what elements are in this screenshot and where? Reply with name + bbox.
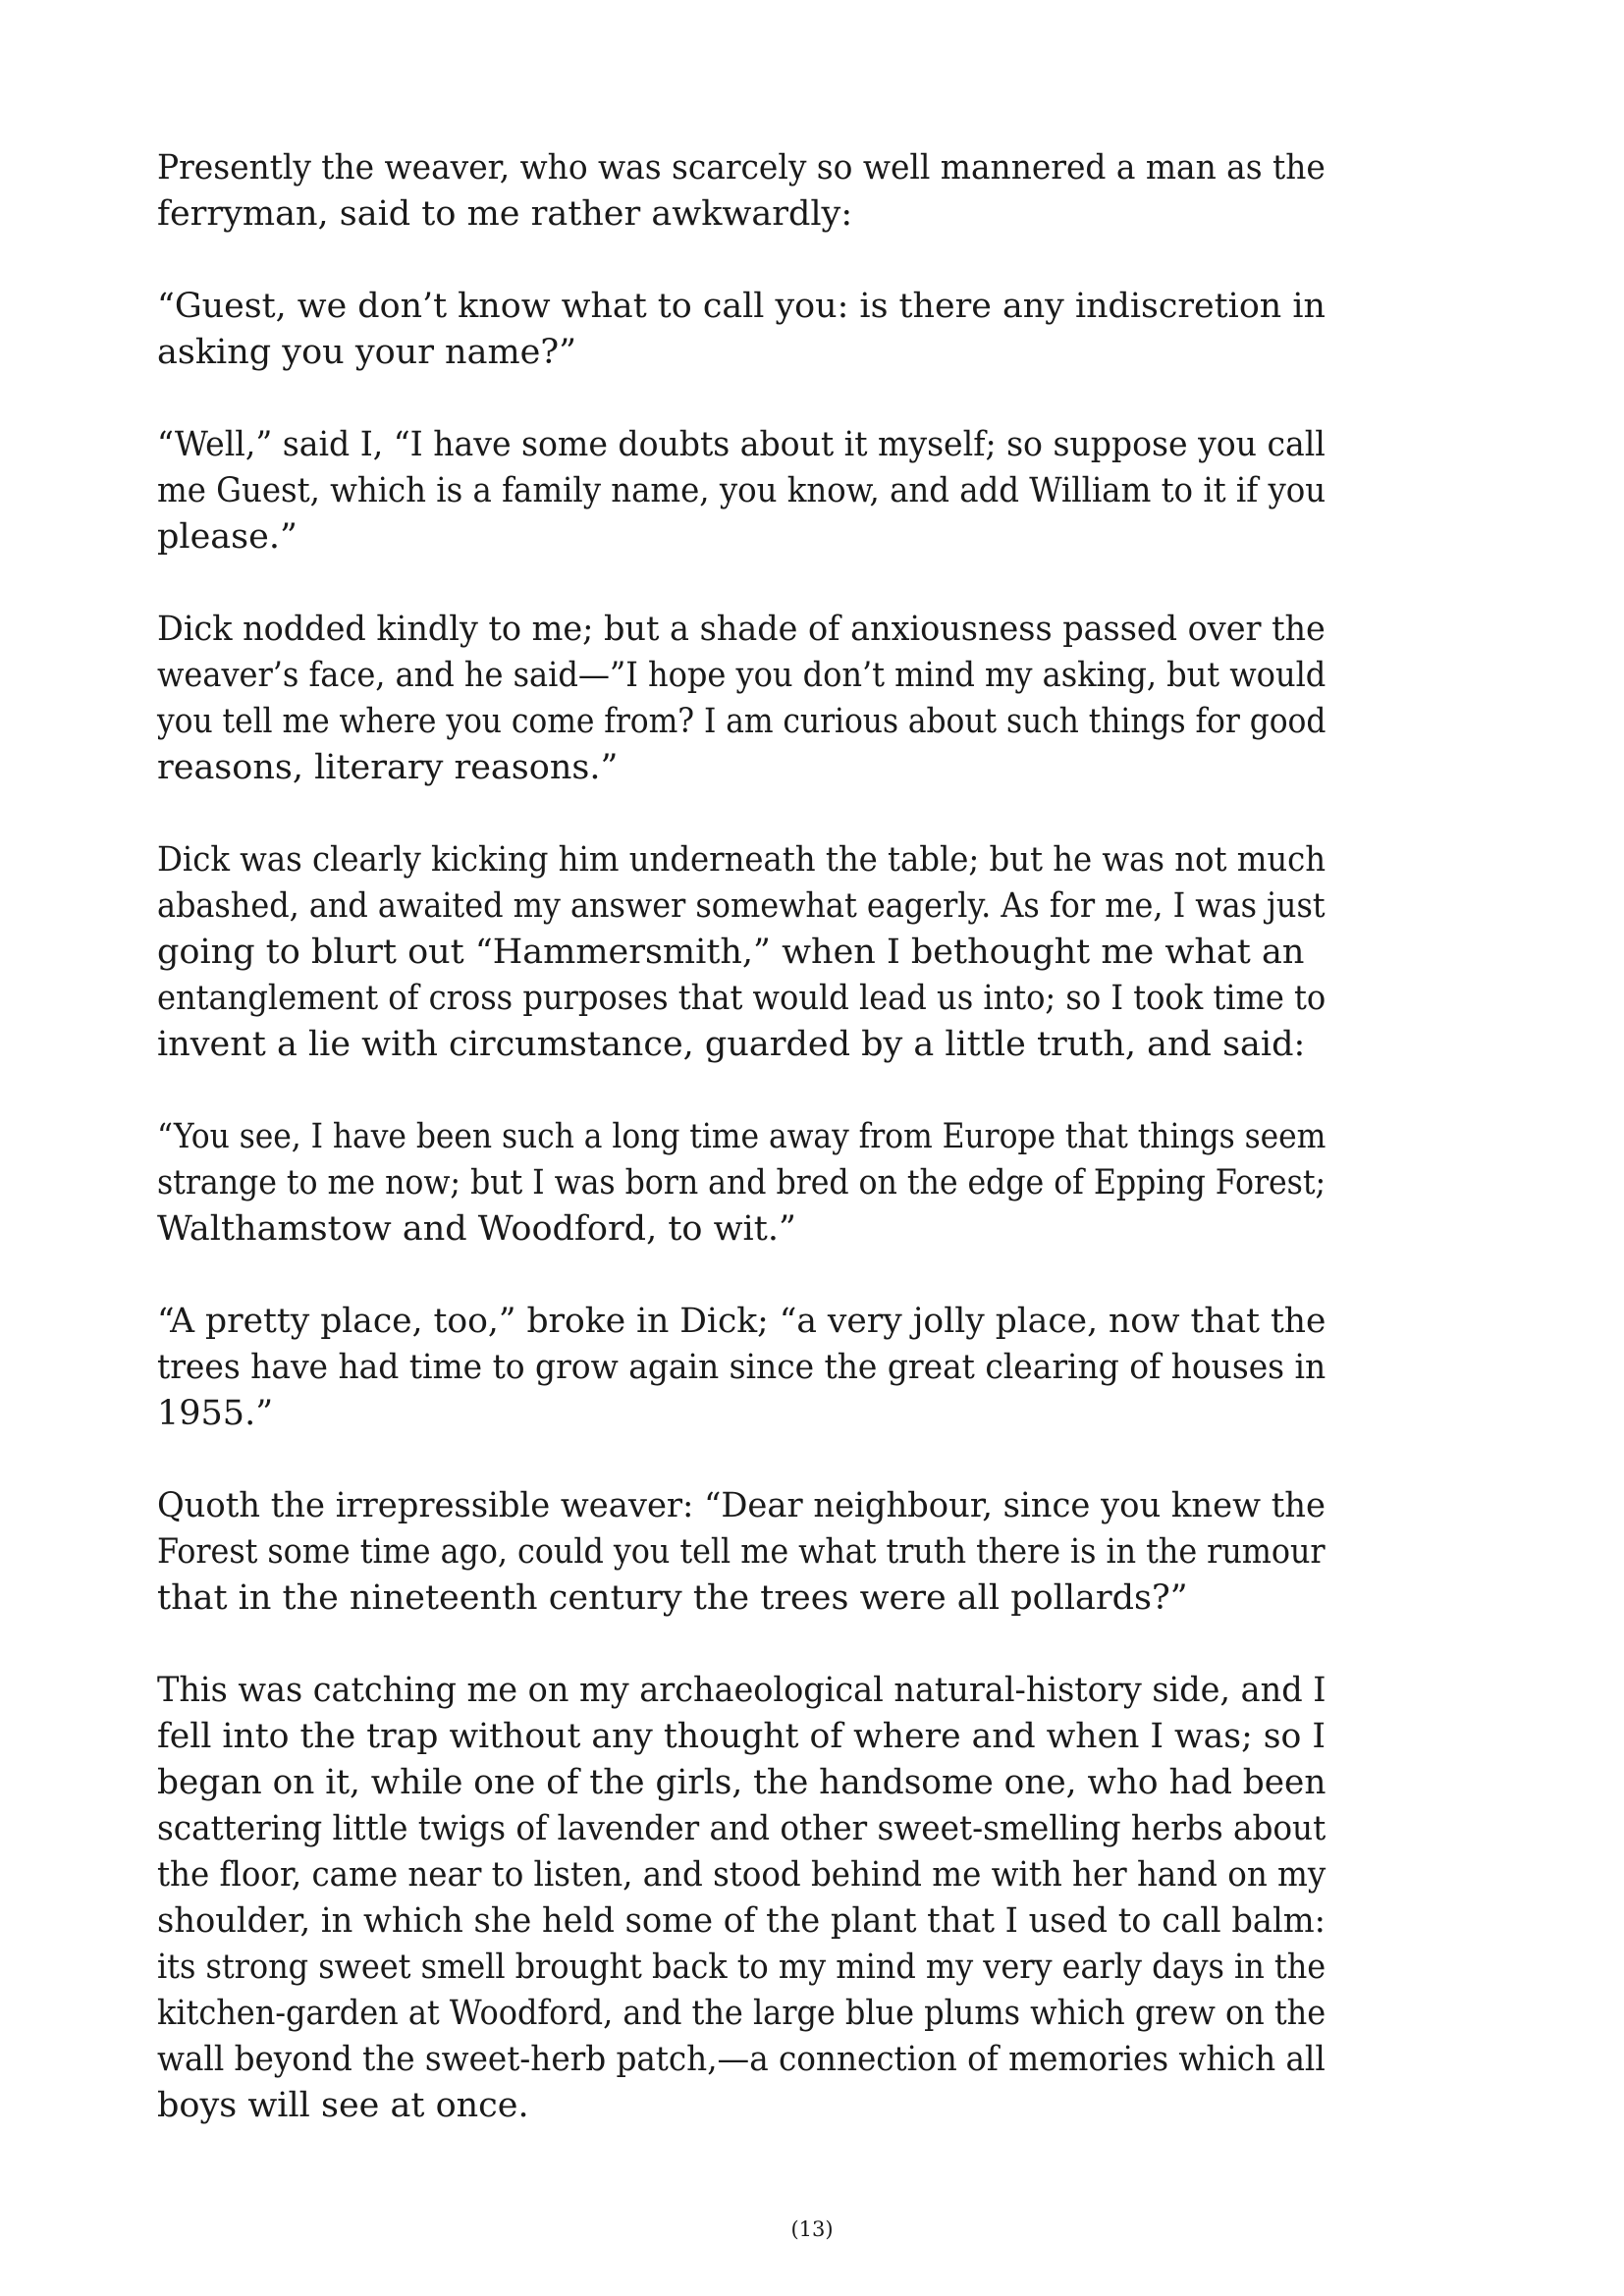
text-line: wall beyond the sweet-herb patch,—a connection of memories which all: [157, 2040, 1326, 2079]
paragraph: [157, 1668, 1326, 2129]
text-line: shoulder, in which she held some of the plant that I used to call balm:: [157, 1901, 1326, 1941]
text-line: invent a lie with circumstance, guarded by a little truth, and said:: [157, 1025, 1306, 1064]
text-line: Presently the weaver, who was scarcely so well mannered a man as the: [157, 148, 1326, 187]
paragraph: [157, 1114, 1326, 1253]
text-line: trees have had time to grow again since the great clearing of houses in: [157, 1348, 1326, 1387]
text-line: Quoth the irrepressible weaver: “Dear neighbour, since you knew the: [157, 1486, 1326, 1525]
paragraph: [157, 607, 1326, 791]
text-line: Walthamstow and Woodford, to wit.”: [157, 1209, 796, 1249]
text-line: This was catching me on my archaeological natural-history side, and I: [157, 1671, 1326, 1710]
text-line: asking you your name?”: [157, 333, 577, 372]
text-line: boys will see at once.: [157, 2086, 529, 2125]
text-line: strange to me now; but I was born and bred on the edge of Epping Forest;: [157, 1163, 1326, 1202]
paragraph: [157, 145, 1326, 238]
page-number: (13): [790, 2217, 834, 2241]
text-line: scattering little twigs of lavender and other sweet-smelling herbs about: [157, 1809, 1326, 1848]
paragraph: [157, 1299, 1326, 1437]
text-line: ferryman, said to me rather awkwardly:: [157, 194, 853, 234]
text-line: kitchen-garden at Woodford, and the large blue plums which grew on the: [157, 1994, 1326, 2033]
text-line: Forest some time ago, could you tell me what truth there is in the rumour: [157, 1532, 1326, 1572]
text-line: “You see, I have been such a long time away from Europe that things seem: [157, 1117, 1326, 1156]
text-line: me Guest, which is a family name, you know, and add William to it if you: [157, 471, 1326, 510]
text-line: “Well,” said I, “I have some doubts about it myself; so suppose you call: [157, 425, 1326, 464]
text-line: Dick was clearly kicking him underneath the table; but he was not much: [157, 840, 1326, 880]
text-line: abashed, and awaited my answer somewhat eagerly. As for me, I was just: [157, 886, 1326, 926]
paragraph: [157, 422, 1326, 561]
text-line: weaver’s face, and he said—”I hope you don’t mind my asking, but would: [157, 656, 1326, 695]
body-text: [157, 145, 1326, 2175]
text-line: “Guest, we don’t know what to call you: is there any indiscretion in: [157, 287, 1326, 326]
text-line: you tell me where you come from? I am curious about such things for good: [157, 702, 1326, 741]
text-line: that in the nineteenth century the trees were all pollards?”: [157, 1578, 1188, 1618]
text-line: 1955.”: [157, 1394, 274, 1433]
text-line: Dick nodded kindly to me; but a shade of anxiousness passed over the: [157, 610, 1326, 649]
text-line: its strong sweet smell brought back to my mind my very early days in the: [157, 1948, 1326, 1987]
paragraph: [157, 837, 1326, 1068]
text-line: going to blurt out “Hammersmith,” when I bethought me what an: [157, 933, 1305, 972]
text-line: entanglement of cross purposes that would lead us into; so I took time to: [157, 979, 1326, 1018]
text-line: “A pretty place, too,” broke in Dick; “a very jolly place, now that the: [157, 1302, 1326, 1341]
text-line: began on it, while one of the girls, the handsome one, who had been: [157, 1763, 1326, 1802]
text-line: reasons, literary reasons.”: [157, 748, 619, 787]
text-line: fell into the trap without any thought of where and when I was; so I: [157, 1717, 1326, 1756]
paragraph: [157, 284, 1326, 376]
text-line: the floor, came near to listen, and stood behind me with her hand on my: [157, 1855, 1326, 1895]
text-line: please.”: [157, 517, 298, 557]
paragraph: [157, 1483, 1326, 1622]
